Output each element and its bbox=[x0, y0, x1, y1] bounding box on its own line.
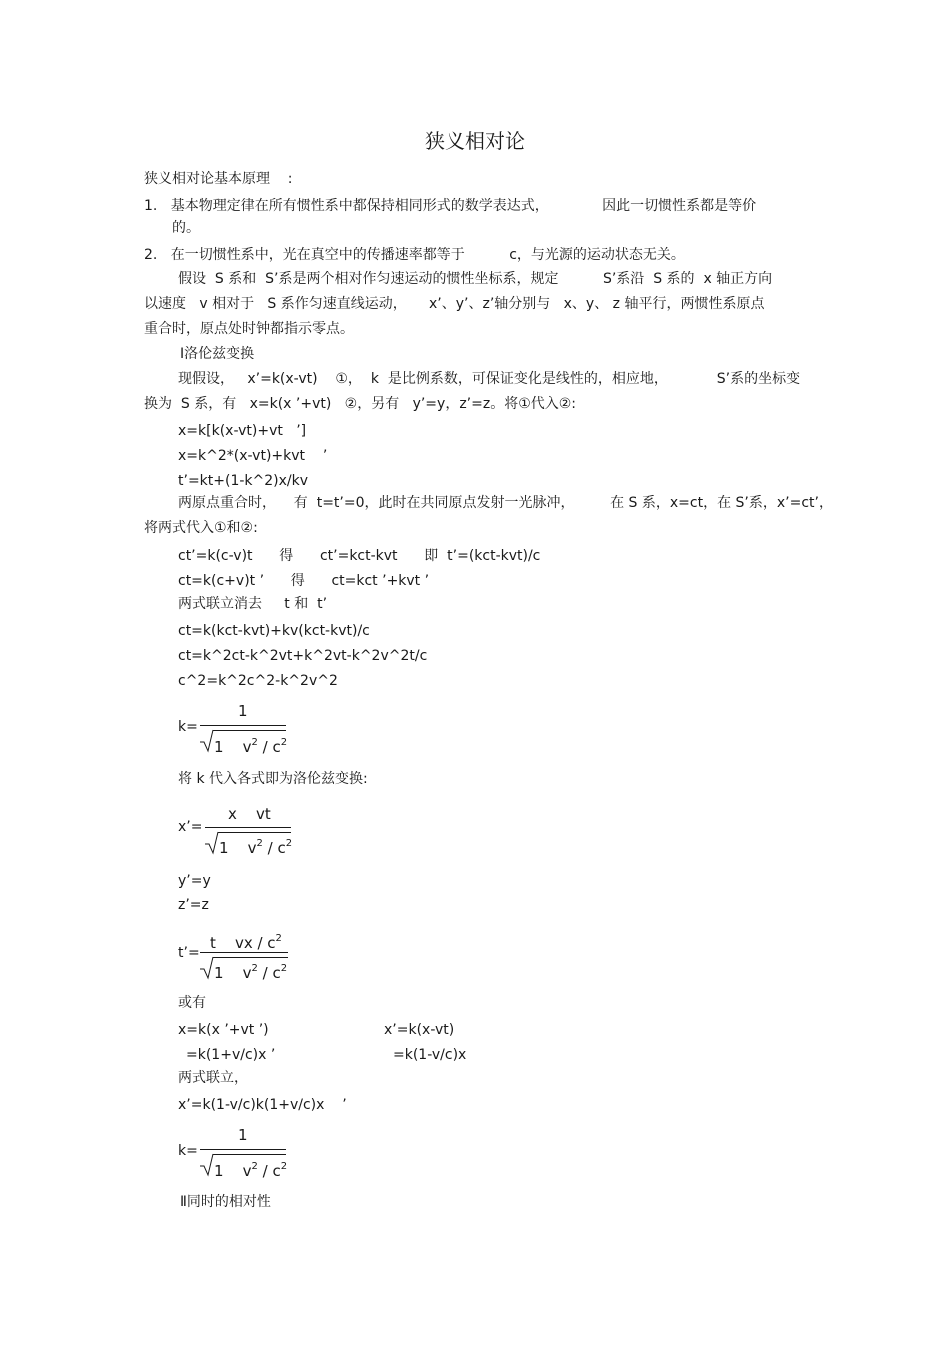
sqrt-icon bbox=[205, 832, 219, 854]
k-formula: k= 1 1 $v^2 / c^2$ bbox=[178, 702, 288, 756]
equation: ct’=k(c-v)t 得 ct’=kct-kvt 即 t’=(kct-kvt)/c bbox=[178, 548, 541, 564]
derivation-line-1: 现假设， x’=k(x-vt) ①， k 是比例系数，可保证变化是线性的，相应地， S’系的坐标变 bbox=[178, 371, 801, 387]
equation: =k(1-v/c)x bbox=[393, 1047, 467, 1063]
x-prime-formula: x’= x vt 1 $v^2 / c^2$ bbox=[178, 805, 293, 857]
principles-heading: 狭义相对论基本原理 : bbox=[144, 171, 293, 187]
equation: ct=k(c+v)t ’ 得 ct=kct ’+kvt ’ bbox=[178, 573, 430, 589]
or-have-text: 或有 bbox=[178, 995, 206, 1011]
t-prime-formula: t’= t vx / $c^2$ 1 $v^2 / c^2$ bbox=[178, 933, 288, 982]
combine-text: 两式联立消去 t 和 t’ bbox=[178, 596, 328, 612]
principle-1-line-1: 1. 基本物理定律在所有惯性系中都保持相同形式的数学表达式， 因此一切惯性系都是等价 bbox=[144, 198, 757, 214]
assumption-line-2: 以速度 v 相对于 S 系作匀速直线运动， x’、y’、z’轴分别与 x、y、 z 轴平行，两惯性系原点 bbox=[144, 296, 765, 312]
equation: t’=kt+(1-k^2)x/kv bbox=[178, 473, 309, 489]
sqrt-icon bbox=[200, 730, 214, 752]
equation: x=k[k(x-vt)+vt ’] bbox=[178, 423, 307, 439]
light-pulse-line-2: 将两式代入①和②: bbox=[144, 520, 258, 536]
equation: c^2=k^2c^2-k^2v^2 bbox=[178, 673, 338, 689]
derivation-line-2: 换为 S 系，有 x=k(x ’+vt) ②，另有 y’=y，z’=z。将①代入②: bbox=[144, 396, 577, 412]
equation: x’=k(1-v/c)k(1+v/c)x ’ bbox=[178, 1097, 347, 1113]
light-pulse-line-1: 两原点重合时， 有 t=t’=0，此时在共同原点发射一光脉冲， 在 S 系，x=ct，在 S’系，x’=ct’， bbox=[178, 495, 833, 511]
section-heading-simultaneity: Ⅱ同时的相对性 bbox=[180, 1194, 271, 1210]
equation: =k(1+v/c)x ’ bbox=[186, 1047, 276, 1063]
sqrt-icon bbox=[200, 957, 214, 979]
page-title: 狭义相对论 bbox=[425, 129, 525, 153]
equation: z’=z bbox=[178, 897, 209, 913]
equation: y’=y bbox=[178, 873, 211, 889]
sqrt-icon bbox=[200, 1154, 214, 1176]
assumption-line-3: 重合时，原点处时钟都指示零点。 bbox=[144, 321, 354, 337]
substitute-text: 将 k 代入各式即为洛伦兹变换: bbox=[178, 771, 368, 787]
equation: ct=k^2ct-k^2vt+k^2vt-k^2v^2t/c bbox=[178, 648, 428, 664]
k-formula-2: k= 1 1 $v^2 / c^2$ bbox=[178, 1126, 288, 1180]
assumption-line-1: 假设 S 系和 S’系是两个相对作匀速运动的惯性坐标系，规定 S’系沿 S 系的 x 轴正方向 bbox=[178, 271, 773, 287]
combine-text: 两式联立， bbox=[178, 1070, 248, 1086]
equation: x=k^2*(x-vt)+kvt ’ bbox=[178, 448, 328, 464]
section-heading-lorentz: Ⅰ洛伦兹变换 bbox=[180, 346, 255, 362]
equation: x’=k(x-vt) bbox=[384, 1022, 455, 1038]
equation: x=k(x ’+vt ’) bbox=[178, 1022, 269, 1038]
principle-2: 2. 在一切惯性系中，光在真空中的传播速率都等于 c，与光源的运动状态无关。 bbox=[144, 247, 685, 263]
equation: ct=k(kct-kvt)+kv(kct-kvt)/c bbox=[178, 623, 370, 639]
principle-1-line-2: 的。 bbox=[172, 220, 200, 236]
